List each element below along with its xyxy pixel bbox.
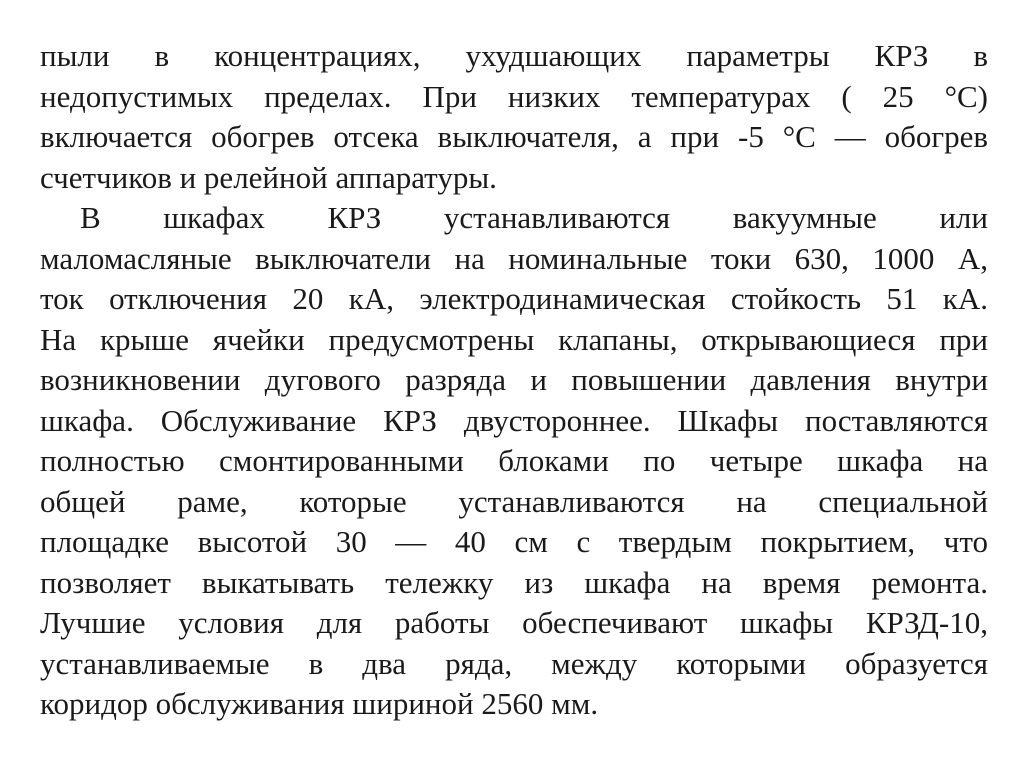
text-line: полностью смонтированными блоками по четыре шкафа на xyxy=(40,443,988,478)
text-line: коридор обслуживания шириной 2560 мм. xyxy=(40,686,599,721)
paragraph-1 xyxy=(40,36,988,198)
text-line: площадке высотой 30 — 40 см с твердым покрытием, что xyxy=(40,524,988,559)
text-line: включается обогрев отсека выключателя, а при -5 °С — обогрев xyxy=(40,119,988,154)
text-line: устанавливаемые в два ряда, между которыми образуется xyxy=(40,645,988,681)
text-line: В шкафах КРЗ устанавливаются вакуумные или xyxy=(80,200,988,235)
text-line: позволяет выкатывать тележку из шкафа на время ремонта. xyxy=(40,564,988,600)
text-line: Лучшие условия для работы обеспечивают шкафы КРЗД-10, xyxy=(40,605,988,640)
text-line: ток отключения 20 кА, электродинамическая стойкость 51 кА. xyxy=(40,281,988,316)
text-line: маломасляные выключатели на номинальные токи 630, 1000 А, xyxy=(40,240,988,276)
text-line: возникновении дугового разряда и повышении давления внутри xyxy=(40,362,988,397)
text-line: На крыше ячейки предусмотрены клапаны, открывающиеся при xyxy=(40,321,988,357)
paragraph-2 xyxy=(40,198,988,725)
text-line: счетчиков и релейной аппаратуры. xyxy=(40,159,497,195)
text-line: общей раме, которые устанавливаются на специальной xyxy=(40,483,988,519)
text-line: шкафа. Обслуживание КРЗ двустороннее. Шкафы поставляются xyxy=(40,402,988,438)
document-page xyxy=(40,36,988,725)
text-line: недопустимых пределах. При низких температурах ( 25 °С) xyxy=(40,78,988,114)
text-line: пыли в концентрациях, ухудшающих параметры КРЗ в xyxy=(40,38,988,73)
